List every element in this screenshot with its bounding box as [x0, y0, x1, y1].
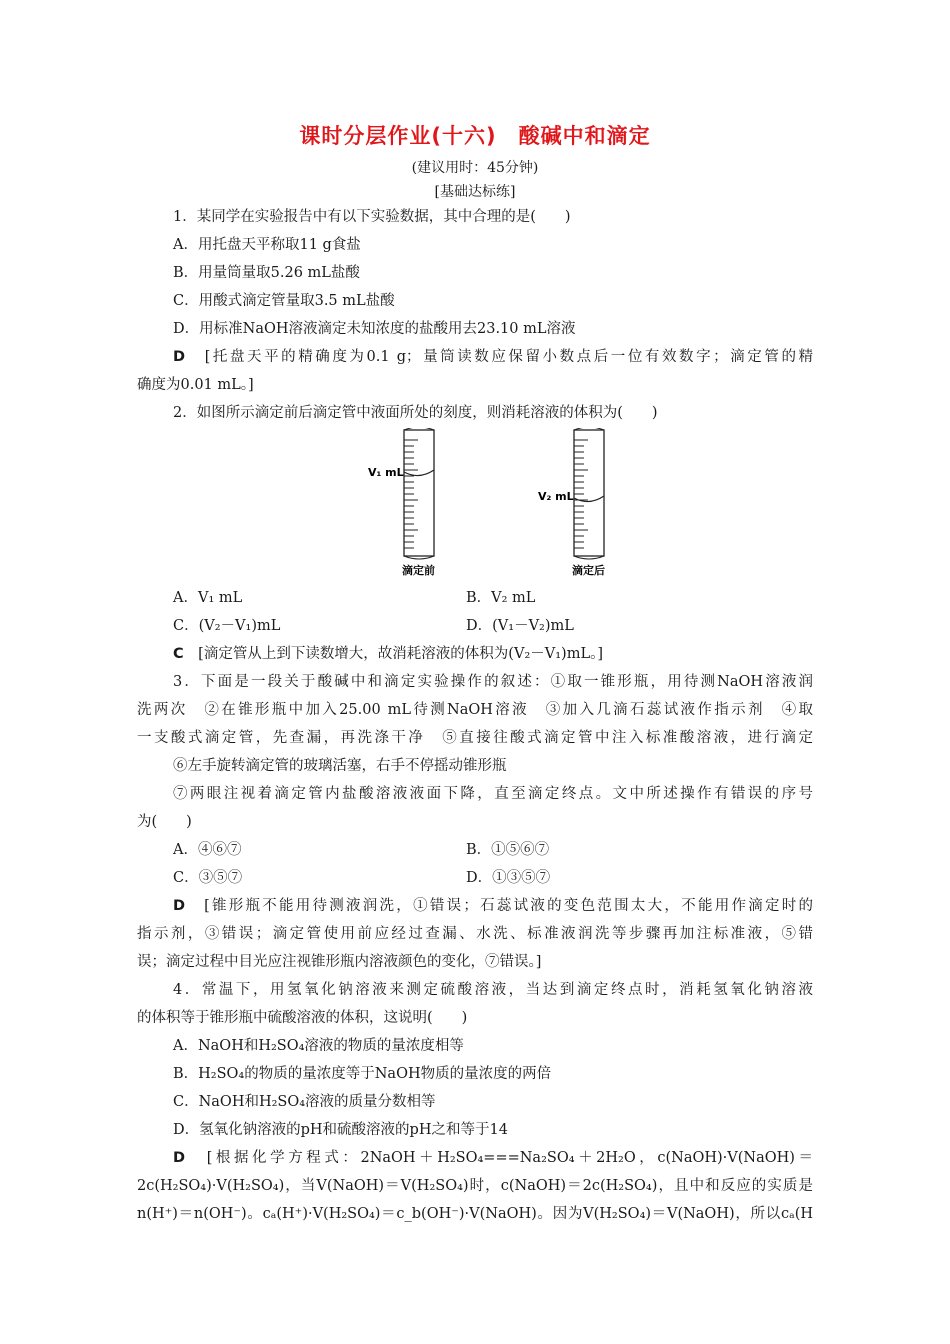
- q4-option-c: C．NaOH和H₂SO₄溶液的质量分数相等: [173, 1094, 436, 1110]
- q3-option-d: D．①③⑤⑦: [466, 870, 551, 886]
- q3-explanation-3: 误；滴定过程中目光应注视锥形瓶内溶液颜色的变化，⑦错误。]: [137, 954, 542, 970]
- q4-option-a: A．NaOH和H₂SO₄溶液的物质的量浓度相等: [173, 1038, 464, 1054]
- q4-answer: D: [173, 1150, 186, 1166]
- q3-stem-1: 3．下面是一段关于酸碱中和滴定实验操作的叙述：①取一锥形瓶，用待测NaOH溶液润: [173, 674, 813, 690]
- q3-answer: D: [173, 898, 186, 914]
- q4-stem-2: 的体积等于锥形瓶中硫酸溶液的体积，这说明( ): [137, 1010, 468, 1026]
- page-title: 课时分层作业(十六) 酸碱中和滴定: [299, 124, 651, 148]
- q2-stem: 2．如图所示滴定前后滴定管中液面所处的刻度，则消耗溶液的体积为( ): [173, 405, 658, 421]
- label-v1: V₁ mL: [368, 466, 404, 479]
- q3-option-c: C．③⑤⑦: [173, 870, 243, 886]
- time-note: (建议用时：45分钟): [411, 160, 539, 176]
- q3-stem-6: 为( ): [137, 814, 192, 830]
- section-heading: [基础达标练]: [434, 184, 516, 200]
- q3-stem-3: 一支酸式滴定管，先查漏，再洗涤干净 ⑤直接往酸式滴定管中注入标准酸溶液，进行滴定: [137, 730, 813, 746]
- q4-option-b: B．H₂SO₄的物质的量浓度等于NaOH物质的量浓度的两倍: [173, 1066, 552, 1082]
- q4-option-d: D．氢氧化钠溶液的pH和硫酸溶液的pH之和等于14: [173, 1122, 508, 1138]
- q2-option-c: C．(V₂－V₁)mL: [173, 618, 281, 634]
- q1-explanation: D [托盘天平的精确度为0.1 g；量筒读数应保留小数点后一位有效数字；滴定管的精: [173, 349, 814, 365]
- q2-option-d: D．(V₁－V₂)mL: [466, 618, 574, 634]
- burette-before: [404, 428, 434, 559]
- q1-answer: D: [173, 349, 186, 365]
- q2-option-b: B．V₂ mL: [466, 590, 536, 606]
- q2-option-a: A．V₁ mL: [173, 590, 243, 606]
- q4-stem-1: 4．常温下，用氢氧化钠溶液来测定硫酸溶液，当达到滴定终点时，消耗氢氧化钠溶液: [173, 982, 813, 998]
- q4-explanation-2: 2c(H₂SO₄)·V(H₂SO₄)，当V(NaOH)＝V(H₂SO₄)时，c(NaOH)＝2c(H₂SO₄)，且中和反应的实质是: [137, 1178, 813, 1194]
- q1-option-c: C．用酸式滴定管量取3.5 mL盐酸: [173, 293, 395, 309]
- q1-stem: 1．某同学在实验报告中有以下实验数据，其中合理的是( ): [173, 209, 571, 225]
- q3-explanation-1: D [锥形瓶不能用待测液润洗，①错误；石蕊试液的变色范围太大，不能用作滴定时的: [173, 898, 813, 914]
- q2-answer: C: [173, 646, 184, 662]
- q3-option-a: A．④⑥⑦: [173, 842, 242, 858]
- burette-after: [574, 428, 604, 559]
- q2-explanation: C [滴定管从上到下读数增大，故消耗溶液的体积为(V₂－V₁)mL。]: [173, 646, 603, 662]
- q1-option-b: B．用量筒量取5.26 mL盐酸: [173, 265, 360, 281]
- q1-option-a: A．用托盘天平称取11 g食盐: [173, 237, 361, 253]
- q3-option-b: B．①⑤⑥⑦: [466, 842, 550, 858]
- q3-explanation-2: 指示剂，③错误；滴定管使用前应经过查漏、水洗、标准液润洗等步骤再加注标准液，⑤错: [137, 926, 813, 942]
- caption-before: 滴定前: [402, 564, 435, 577]
- burette-figure: [358, 428, 628, 578]
- q4-explanation-3: n(H⁺)＝n(OH⁻)。cₐ(H⁺)·V(H₂SO₄)＝c_b(OH⁻)·V(NaOH)。因为V(H₂SO₄)＝V(NaOH)，所以cₐ(H: [137, 1206, 813, 1222]
- q3-stem-4: ⑥左手旋转滴定管的玻璃活塞，右手不停摇动锥形瓶: [173, 758, 507, 774]
- q3-stem-5: ⑦两眼注视着滴定管内盐酸溶液液面下降，直至滴定终点。文中所述操作有错误的序号: [173, 786, 813, 802]
- q3-stem-2: 洗两次 ②在锥形瓶中加入25.00 mL待测NaOH溶液 ③加入几滴石蕊试液作指示剂 ④取: [137, 702, 813, 718]
- caption-after: 滴定后: [572, 564, 605, 577]
- q1-explanation-cont: 确度为0.01 mL。]: [137, 377, 254, 393]
- q4-explanation-1: D [根据化学方程式：2NaOH＋H₂SO₄===Na₂SO₄＋2H₂O，c(NaOH)·V(NaOH)＝: [173, 1150, 813, 1166]
- q1-option-d: D．用标准NaOH溶液滴定未知浓度的盐酸用去23.10 mL溶液: [173, 321, 576, 337]
- label-v2: V₂ mL: [538, 490, 574, 503]
